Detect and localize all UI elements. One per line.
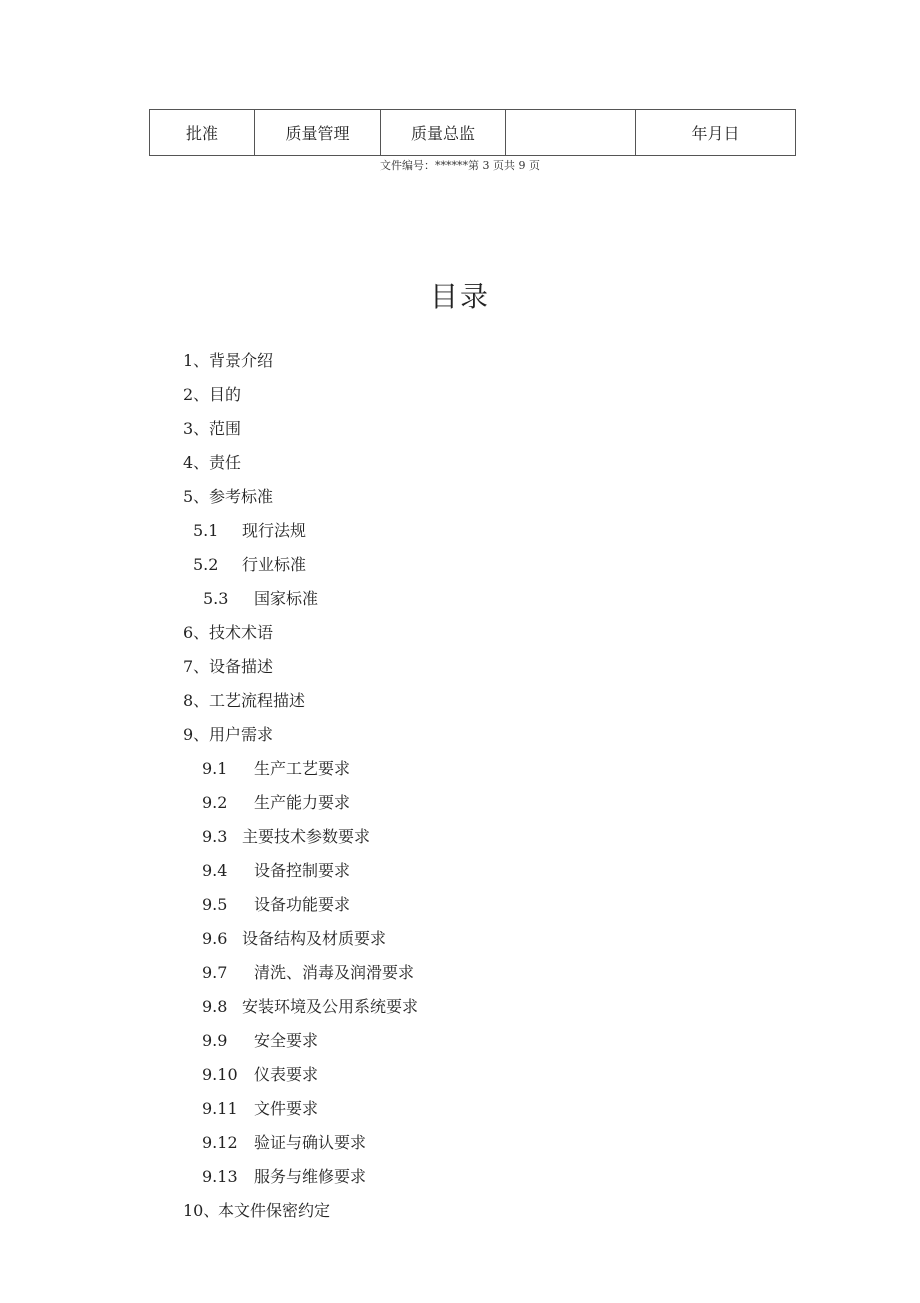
toc-subitem[interactable] <box>0 925 920 959</box>
toc-item-text: 参考标准 <box>209 487 274 506</box>
toc-subitem[interactable] <box>0 551 920 585</box>
approval-table <box>149 109 796 156</box>
toc-item-text: 设备功能要求 <box>254 895 351 914</box>
toc-item-text: 国家标准 <box>254 589 319 608</box>
toc-item[interactable] <box>0 1197 920 1231</box>
approve-cell: 批准 <box>150 110 255 156</box>
toc-subitem[interactable] <box>0 959 920 993</box>
quality-director-cell: 质量总监 <box>381 110 506 156</box>
document-footer: 文件编号：******第 3 页共 9 页 <box>380 159 540 172</box>
signature-cell <box>506 110 636 156</box>
toc-subitem[interactable] <box>0 585 920 619</box>
toc-item-number: 9.1 <box>202 759 228 778</box>
toc-item-text: 范围 <box>209 419 242 438</box>
toc-title: 目录 <box>429 280 490 313</box>
toc-item-number: 1、 <box>183 351 210 370</box>
toc-item-number: 5.1 <box>193 521 219 540</box>
toc-item-text: 安装环境及公用系统要求 <box>242 997 419 1016</box>
toc-item-text: 设备描述 <box>209 657 274 676</box>
toc-item-text: 生产能力要求 <box>254 793 351 812</box>
toc-item-number: 10、 <box>183 1201 220 1220</box>
toc-item-number: 4、 <box>183 453 210 472</box>
toc-item-text: 生产工艺要求 <box>254 759 351 778</box>
toc-subitem[interactable] <box>0 1027 920 1061</box>
toc-item[interactable] <box>0 653 920 687</box>
toc-subitem[interactable] <box>0 891 920 925</box>
toc-item-number: 6、 <box>183 623 210 642</box>
toc-item-number: 9.13 <box>202 1167 238 1186</box>
toc-item-number: 9.4 <box>202 861 228 880</box>
date-cell: 年月日 <box>636 110 796 156</box>
toc-item-number: 9、 <box>183 725 210 744</box>
toc-item-text: 背景介绍 <box>209 351 274 370</box>
toc-item-text: 主要技术参数要求 <box>242 827 371 846</box>
toc-item-number: 3、 <box>183 419 210 438</box>
toc-item-text: 文件要求 <box>254 1099 319 1118</box>
toc-item-number: 2、 <box>183 385 210 404</box>
toc-item-text: 目的 <box>209 385 242 404</box>
toc-subitem[interactable] <box>0 1095 920 1129</box>
toc-item-number: 9.11 <box>202 1099 238 1118</box>
toc-item-number: 9.12 <box>202 1133 238 1152</box>
toc-item-number: 9.8 <box>202 997 228 1016</box>
toc-item[interactable] <box>0 721 920 755</box>
toc-item-text: 服务与维修要求 <box>254 1167 367 1186</box>
toc-item-number: 7、 <box>183 657 210 676</box>
toc-item-text: 清洗、消毒及润滑要求 <box>254 963 415 982</box>
toc-list <box>0 347 920 1231</box>
quality-management-cell: 质量管理 <box>255 110 381 156</box>
toc-item-text: 用户需求 <box>209 725 274 744</box>
toc-subitem[interactable] <box>0 789 920 823</box>
approval-row <box>150 110 796 156</box>
toc-item-number: 9.9 <box>202 1031 228 1050</box>
toc-item[interactable] <box>0 619 920 653</box>
toc-subitem[interactable] <box>0 1163 920 1197</box>
toc-item-number: 8、 <box>183 691 210 710</box>
toc-item-text: 设备结构及材质要求 <box>242 929 387 948</box>
toc-item-text: 本文件保密约定 <box>218 1201 331 1220</box>
toc-item-text: 安全要求 <box>254 1031 319 1050</box>
toc-item-number: 9.3 <box>202 827 228 846</box>
toc-subitem[interactable] <box>0 755 920 789</box>
toc-item[interactable] <box>0 687 920 721</box>
toc-item-number: 5、 <box>183 487 210 506</box>
toc-subitem[interactable] <box>0 993 920 1027</box>
toc-item[interactable] <box>0 347 920 381</box>
toc-item-number: 5.2 <box>193 555 219 574</box>
toc-item-number: 9.6 <box>202 929 228 948</box>
toc-subitem[interactable] <box>0 1061 920 1095</box>
toc-item-text: 行业标准 <box>242 555 307 574</box>
toc-item-text: 设备控制要求 <box>254 861 351 880</box>
toc-item[interactable] <box>0 381 920 415</box>
toc-item-text: 验证与确认要求 <box>254 1133 367 1152</box>
toc-item-text: 工艺流程描述 <box>209 691 306 710</box>
toc-item-text: 责任 <box>209 453 242 472</box>
toc-item-text: 现行法规 <box>242 521 307 540</box>
toc-item[interactable] <box>0 483 920 517</box>
toc-item-number: 5.3 <box>203 589 229 608</box>
toc-item[interactable] <box>0 415 920 449</box>
toc-subitem[interactable] <box>0 517 920 551</box>
toc-subitem[interactable] <box>0 857 920 891</box>
toc-item-number: 9.10 <box>202 1065 238 1084</box>
toc-subitem[interactable] <box>0 1129 920 1163</box>
toc-item-number: 9.7 <box>202 963 228 982</box>
toc-item[interactable] <box>0 449 920 483</box>
toc-item-text: 技术术语 <box>209 623 274 642</box>
toc-subitem[interactable] <box>0 823 920 857</box>
toc-item-number: 9.2 <box>202 793 228 812</box>
toc-item-number: 9.5 <box>202 895 228 914</box>
toc-item-text: 仪表要求 <box>254 1065 319 1084</box>
